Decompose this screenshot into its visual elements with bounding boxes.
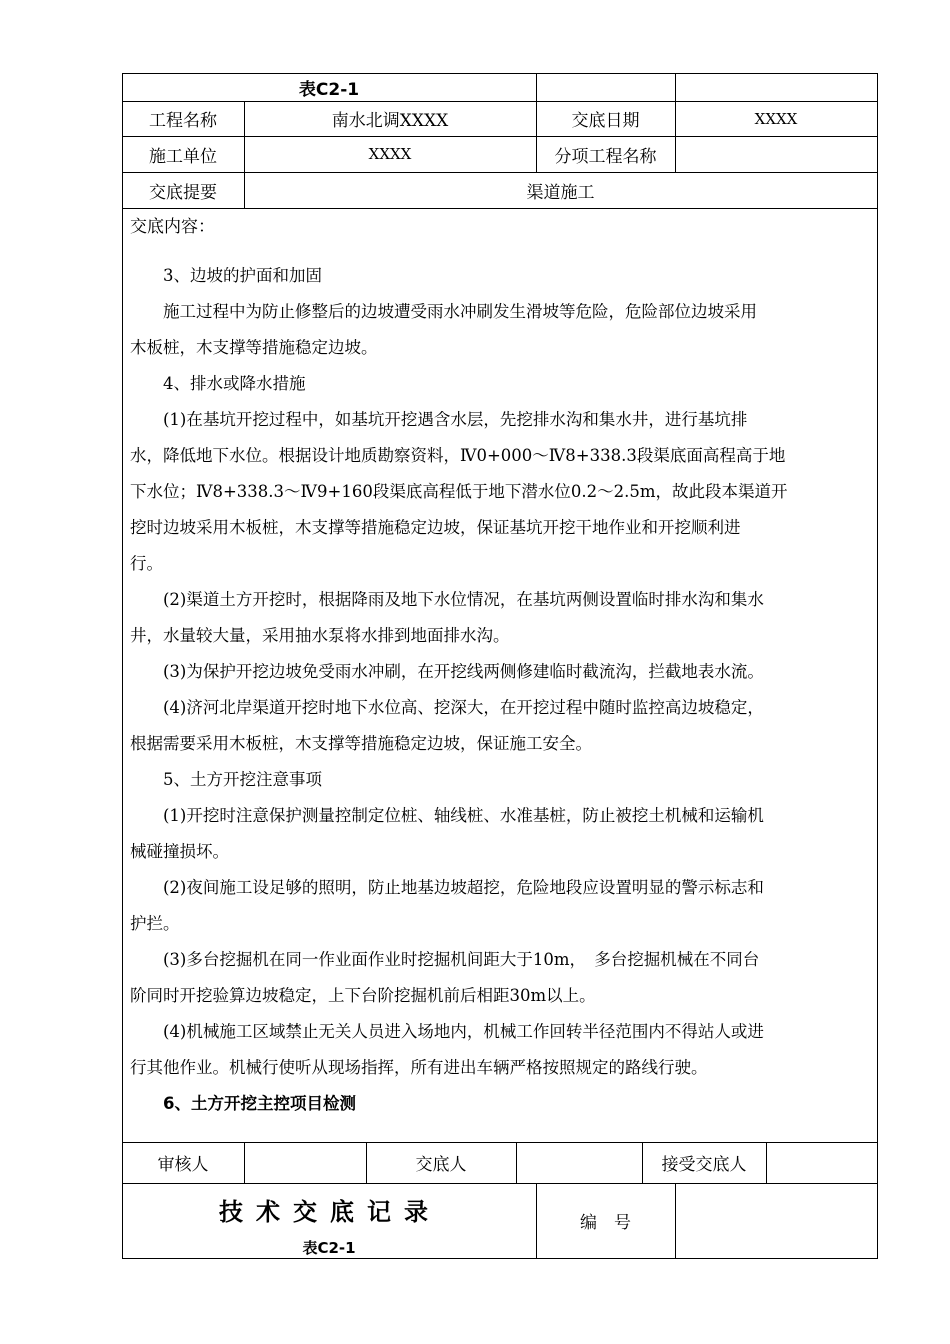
content-line: (2)渠道土方开挖时，根据降雨及地下水位情况，在基坑两侧设置临时排水沟和集水 — [130, 590, 764, 609]
content-line: (1)开挖时注意保护测量控制定位桩、轴线桩、水准基桩，防止被挖土机械和运输机 — [130, 806, 764, 825]
content-line: 施工过程中为防止修整后的边坡遭受雨水冲刷发生滑坡等危险，危险部位边坡采用 — [130, 302, 757, 321]
content-line: 挖时边坡采用木板桩，木支撑等措施稳定边坡，保证基坑开挖干地作业和开挖顺利进 — [130, 518, 741, 537]
content-line: 根据需要采用木板桩，木支撑等措施稳定边坡，保证施工安全。 — [130, 734, 592, 753]
reviewer-field[interactable] — [244, 1142, 366, 1183]
form-code-footer: 表C2-1 — [302, 1238, 356, 1257]
record-title: 技术交底记录 — [219, 1198, 441, 1226]
subproject-name-value — [675, 136, 877, 172]
summary-label: 交底提要 — [149, 182, 217, 203]
content-body — [130, 258, 870, 1122]
content-line: (3)为保护开挖边坡免受雨水冲刷，在开挖线两侧修建临时截流沟，拦截地表水流。 — [130, 662, 764, 681]
number-field[interactable] — [675, 1183, 877, 1258]
discloser-field[interactable] — [516, 1142, 642, 1183]
content-label: 交底内容： — [130, 217, 215, 237]
content-line: 3、边坡的护面和加固 — [130, 266, 322, 285]
number-label: 编 号 — [580, 1213, 631, 1233]
date-label: 交底日期 — [571, 111, 640, 131]
content-line: 行其他作业。机械行使听从现场指挥，所有进出车辆严格按照规定的路线行驶。 — [130, 1058, 708, 1077]
content-line: 井，水量较大量，采用抽水泵将水排到地面排水沟。 — [130, 626, 510, 645]
construction-unit-value: XXXX — [368, 145, 412, 163]
content-line: (1)在基坑开挖过程中，如基坑开挖遇含水层，先挖排水沟和集水井，进行基坑排 — [130, 410, 748, 429]
content-line: 行。 — [130, 554, 163, 573]
content-line: 5、土方开挖注意事项 — [130, 770, 322, 789]
receiver-field[interactable] — [766, 1142, 877, 1183]
content-line: (4)机械施工区域禁止无关人员进入场地内，机械工作回转半径范围内不得站人或进 — [130, 1022, 764, 1041]
content-line: 护拦。 — [130, 914, 180, 933]
summary-value: 渠道施工 — [526, 182, 595, 203]
receiver-label: 接受交底人 — [661, 1155, 747, 1175]
subproject-name-label: 分项工程名称 — [554, 146, 657, 167]
construction-unit-label: 施工单位 — [149, 146, 217, 167]
content-line: (3)多台挖掘机在同一作业面作业时挖掘机间距大于10m， 多台挖掘机械在不同台 — [130, 950, 760, 969]
content-line: 械碰撞损坏。 — [130, 842, 229, 861]
content-line: (2)夜间施工设足够的照明，防止地基边坡超挖，危险地段应设置明显的警示标志和 — [130, 878, 764, 897]
section-6-heading: 6、土方开挖主控项目检测 — [130, 1094, 356, 1113]
reviewer-label: 审核人 — [157, 1155, 209, 1175]
content-line: 阶同时开挖验算边坡稳定，上下台阶挖掘机前后相距30m以上。 — [130, 986, 596, 1005]
project-name-value: 南水北调XXXX — [331, 111, 449, 131]
content-line: 水，降低地下水位。根据设计地质勘察资料，Ⅳ0+000～Ⅳ8+338.3段渠底面高程高于地 — [130, 446, 786, 465]
content-line: 木板桩，木支撑等措施稳定边坡。 — [130, 338, 378, 357]
discloser-label: 交底人 — [415, 1155, 467, 1175]
date-value: XXXX — [754, 109, 798, 128]
project-name-label: 工程名称 — [149, 111, 217, 131]
content-line: 下水位；Ⅳ8+338.3～Ⅳ9+160段渠底高程低于地下潜水位0.2～2.5m，故此段本渠道开 — [130, 482, 788, 501]
content-line: 4、排水或降水措施 — [130, 374, 306, 393]
content-line: (4)济河北岸渠道开挖时地下水位高、挖深大，在开挖过程中随时监控高边坡稳定， — [130, 698, 764, 717]
form-code-header: 表C2-1 — [298, 79, 360, 100]
